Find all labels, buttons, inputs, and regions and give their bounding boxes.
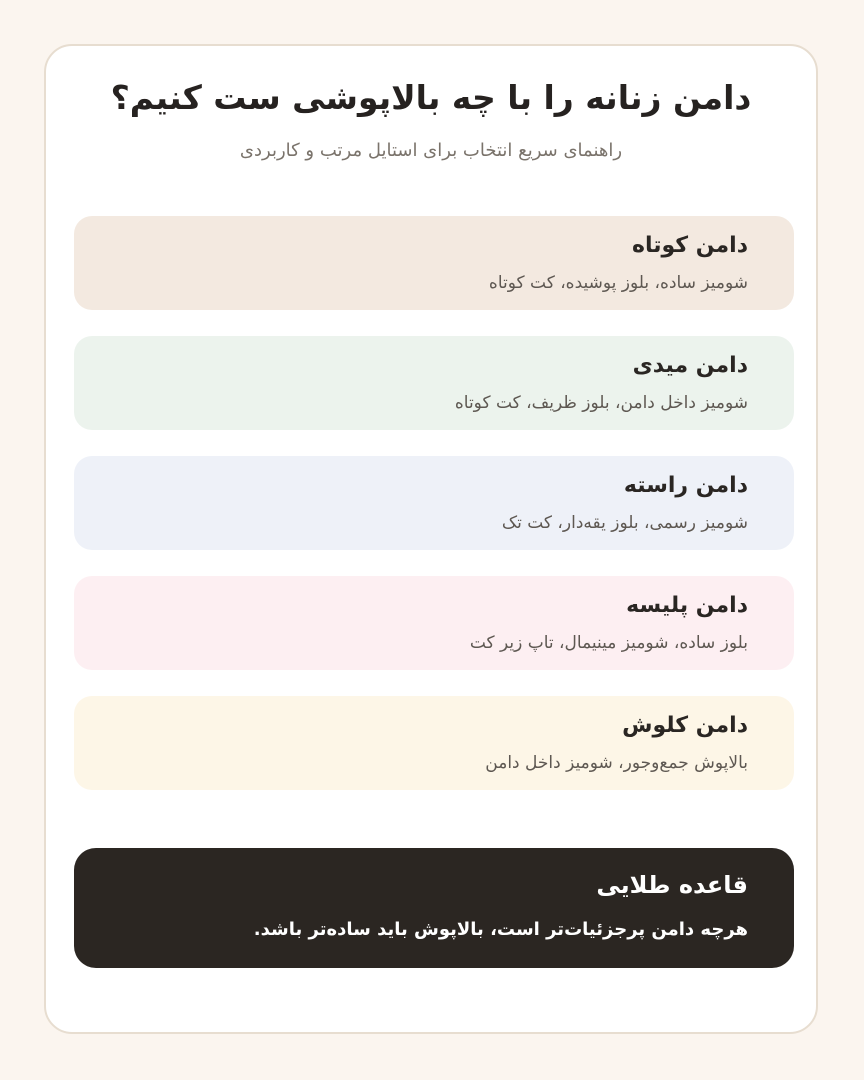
- golden-rule-text: .هرچه دامن پرجزئیات‌تر است، بالاپوش باید ساده‌تر باشد: [253, 919, 748, 940]
- golden-rule-title: قاعده طلایی: [596, 871, 748, 899]
- skirt-item-pleated: [74, 576, 794, 670]
- skirt-item-desc: بالاپوش جمع‌وجور، شومیز داخل دامن: [485, 753, 748, 773]
- main-card: [44, 44, 818, 1034]
- page-title: دامن زنانه را با چه بالاپوشی ست کنیم؟: [110, 78, 752, 117]
- golden-rule-box: [74, 848, 794, 968]
- skirt-item-flared: [74, 696, 794, 790]
- skirt-item-title: دامن میدی: [632, 353, 748, 378]
- skirt-item-title: دامن راسته: [623, 473, 748, 498]
- skirt-item-desc: بلوز ساده، شومیز مینیمال، تاپ زیر کت: [469, 633, 748, 653]
- skirt-item-title: دامن پلیسه: [626, 593, 748, 618]
- skirt-item-short: [74, 216, 794, 310]
- skirt-item-desc: شومیز رسمی، بلوز یقه‌دار، کت تک: [501, 513, 748, 533]
- skirt-item-title: دامن کوتاه: [631, 233, 748, 258]
- skirt-item-desc: شومیز داخل دامن، بلوز ظریف، کت کوتاه: [454, 393, 748, 413]
- page-subtitle: راهنمای سریع انتخاب برای استایل مرتب و کاربردی: [239, 140, 623, 161]
- skirt-item-desc: شومیز ساده، بلوز پوشیده، کت کوتاه: [488, 273, 748, 293]
- skirt-item-title: دامن کلوش: [622, 713, 748, 738]
- skirt-item-midi: [74, 336, 794, 430]
- skirt-item-straight: [74, 456, 794, 550]
